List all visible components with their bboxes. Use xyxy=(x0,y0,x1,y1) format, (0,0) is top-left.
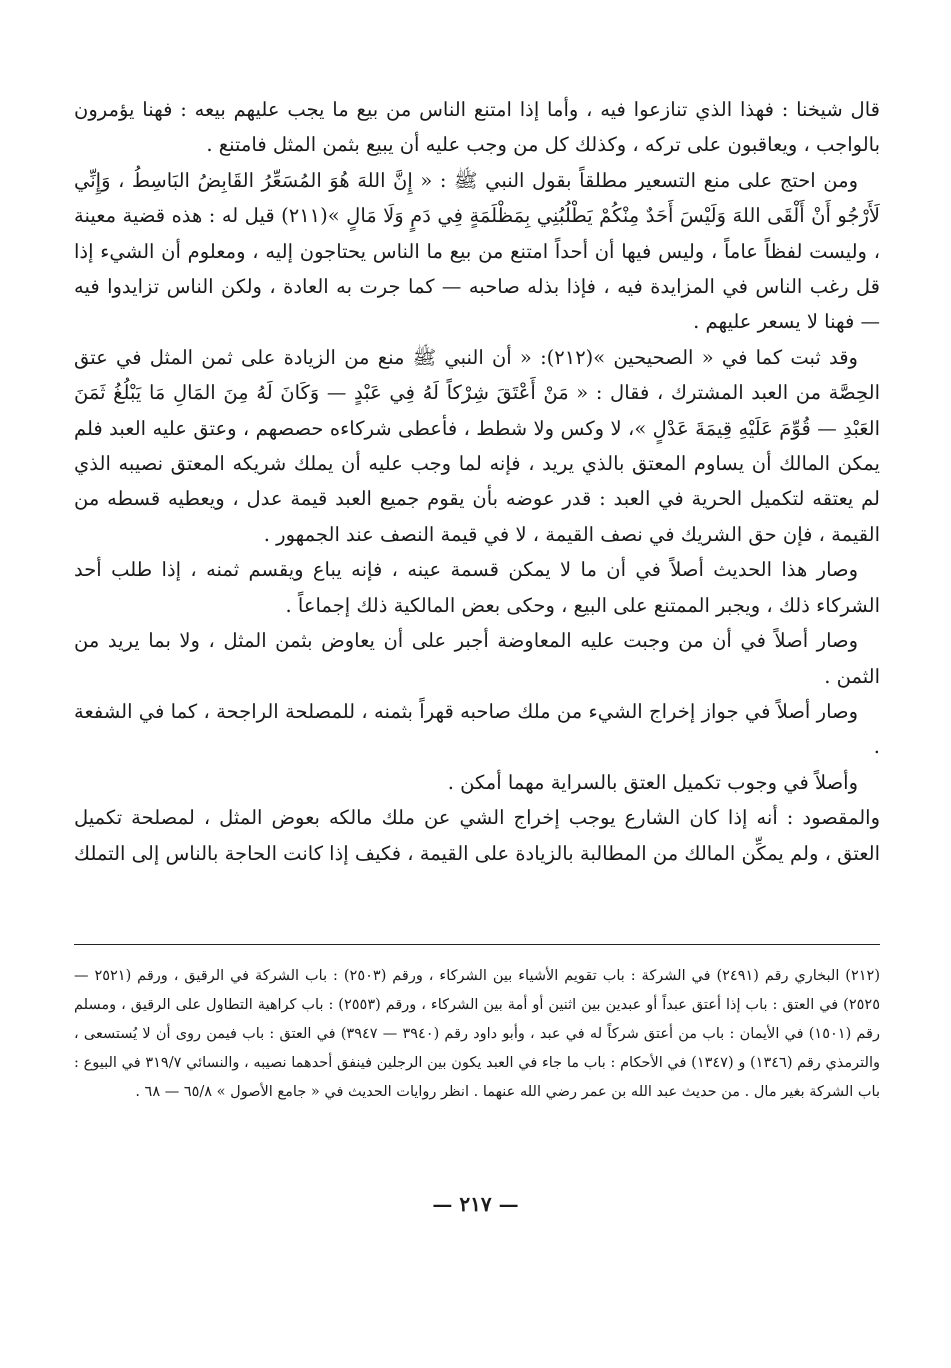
page-content xyxy=(74,92,881,1100)
footnote-divider xyxy=(74,944,880,945)
footnotes xyxy=(74,962,880,1107)
paragraph: قال شيخنا : فهذا الذي تنازعوا فيه ، وأما إذا امتنع الناس من بيع ما يجب عليهم بيعه : فهنا يؤمرون بالواجب ، ويعاقبون على تركه ، وكذلك كل من وجب عليه أن يبيع بثمن المثل فامتنع . xyxy=(74,98,880,157)
paragraph: وصار هذا الحديث أصلاً في أن ما لا يمكن قسمة عينه ، فإنه يباع ويقسم ثمنه ، إذا طلب أحد الشركاء ذلك ، ويجبر الممتنع على البيع ، وحكى بعض المالكية ذلك إجماعاً . xyxy=(74,558,880,617)
paragraph: والمقصود : أنه إذا كان الشارع يوجب إخراج الشي عن ملك مالكه بعوض المثل ، لمصلحة تكميل العتق ، ولم يمكِّن المالك من المطالبة بالزيادة على القيمة ، فكيف إذا كانت الحاجة بالناس إلى التملك xyxy=(74,806,880,865)
page-number: — ٢١٧ — xyxy=(432,1192,519,1216)
paragraph: وأصلاً في وجوب تكميل العتق بالسراية مهما أمكن . xyxy=(447,770,858,794)
paragraph: وقد ثبت كما في « الصحيحين »(٢١٢): « أن النبي ﷺ منع من الزيادة على ثمن المثل في عتق الحِصَّة من العبد المشترك ، فقال : « مَنْ أَعْتَقَ شِرْكاً لَهُ فِي عَبْدٍ — وَكَانَ لَهُ مِنَ المَالِ مَا يَبْلُغُ ثَمَنَ العَبْدِ — قُوِّمَ عَلَيْهِ قِيمَةَ عَدْلٍ »، لا وكس ولا شطط ، فأعطى شركاءه حصصهم ، وعتق عليه العبد فلم يمكن المالك أن يساوم المعتق بالذي يريد ، فإنه لما وجب عليه أن يملك شريكه المعتق نصيبه الذي لم يعتقه لتكميل الحرية في العبد : قدر عوضه بأن يقوم جميع العبد قيمة عدل ، ويعطيه قسطه من القيمة ، فإن حق الشريك في نصف القيمة ، لا في قيمة النصف عند الجمهور . xyxy=(74,345,880,546)
paragraph: وصار أصلاً في أن من وجبت عليه المعاوضة أجبر على أن يعاوض بثمن المثل ، ولا بما يريد من الثمن . xyxy=(74,629,880,688)
main-text xyxy=(74,92,880,871)
footnote-text: (٢١٢) البخاري رقم (٢٤٩١) في الشركة : باب تقويم الأشياء بين الشركاء ، ورقم (٢٥٠٣) : باب الشركة في الرقيق ، ورقم (٢٥٢١ — ٢٥٢٥) في العتق : باب إذا أعتق عبداً أو عبدين بين اثنين أو أمة بين الشركاء ، ورقم (٢٥٥٣) : باب كراهية التطاول على الرقيق ، ومسلم رقم (١٥٠١) في الأيمان : باب من أعتق شركاً له في عبد ، وأبو داود رقم (٣٩٤٠ — ٣٩٤٧) في العتق : باب فيمن روى أن لا يُستسعى ، والترمذي رقم (١٣٤٦) و (١٣٤٧) في الأحكام : باب ما جاء في العبد يكون بين الرجلين فينفق أحدهما نصيبه ، والنسائي ٣١٩/٧ في البيوع : باب الشركة بغير مال . من حديث عبد الله بن عمر رضي الله عنهما . انظر روايات الحديث في « جامع الأصول » ٦٥/٨ — ٦٨ . xyxy=(74,968,881,1100)
paragraph: ومن احتج على منع التسعير مطلقاً بقول النبي ﷺ : « إِنَّ اللهَ هُوَ المُسَعِّرُ القَابِضُ البَاسِطُ ، وَإِنِّي لَأَرْجُو أَنْ أَلْقَى اللهَ وَلَيْسَ أَحَدٌ مِنْكُمْ يَطْلُبُنِي بِمَظْلَمَةٍ فِي دَمٍ وَلَا مَالٍ »(٢١١) قيل له : هذه قضية معينة ، وليست لفظاً عاماً ، وليس فيها أن أحداً امتنع من بيع ما الناس يحتاجون إليه ، ومعلوم أن الشيء إذا قل رغب الناس في المزايدة فيه ، فإذا بذله صاحبه — كما جرت به العادة ، ولكن الناس تزايدوا فيه — فهنا لا يسعر عليهم . xyxy=(74,168,881,334)
paragraph: وصار أصلاً في جواز إخراج الشيء من ملك صاحبه قهراً بثمنه ، للمصلحة الراجحة ، كما في الشفعة . xyxy=(74,699,880,759)
